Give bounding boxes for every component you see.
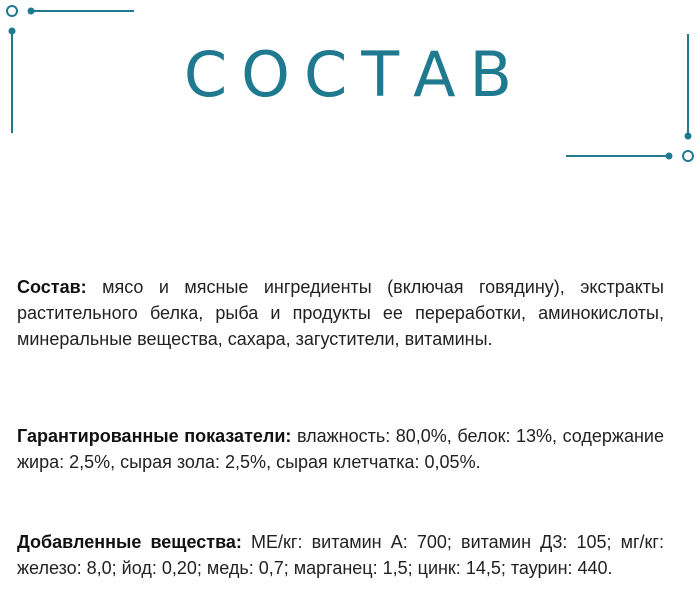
page-title: СОСТАВ [183, 38, 527, 111]
additives-label: Добавленные вещества: [17, 532, 242, 552]
additives-text: МЕ/кг: витамин А: 700; витамин Д3: 105; мг/кг: железо: 8,0; йод: 0,20; медь: 0,7; марганец: 1,5; цинк: 14,5; таурин: 440. [17, 532, 664, 578]
composition-paragraph [17, 274, 664, 352]
composition-label: Состав: [17, 277, 87, 297]
guaranteed-indicators-label: Гарантированные показатели: [17, 426, 292, 446]
additives-paragraph [17, 529, 664, 581]
composition-text: мясо и мясные ингредиенты (включая говядину), экстракты растительного белка, рыба и продукты ее переработки, аминокислоты, минеральные вещества, сахара, загустители, витамины. [17, 277, 664, 349]
guaranteed-indicators-paragraph [17, 423, 664, 475]
guaranteed-indicators-text: влажность: 80,0%, белок: 13%, содержание жира: 2,5%, сырая зола: 2,5%, сырая клетчатка: 0,05%. [17, 426, 664, 472]
